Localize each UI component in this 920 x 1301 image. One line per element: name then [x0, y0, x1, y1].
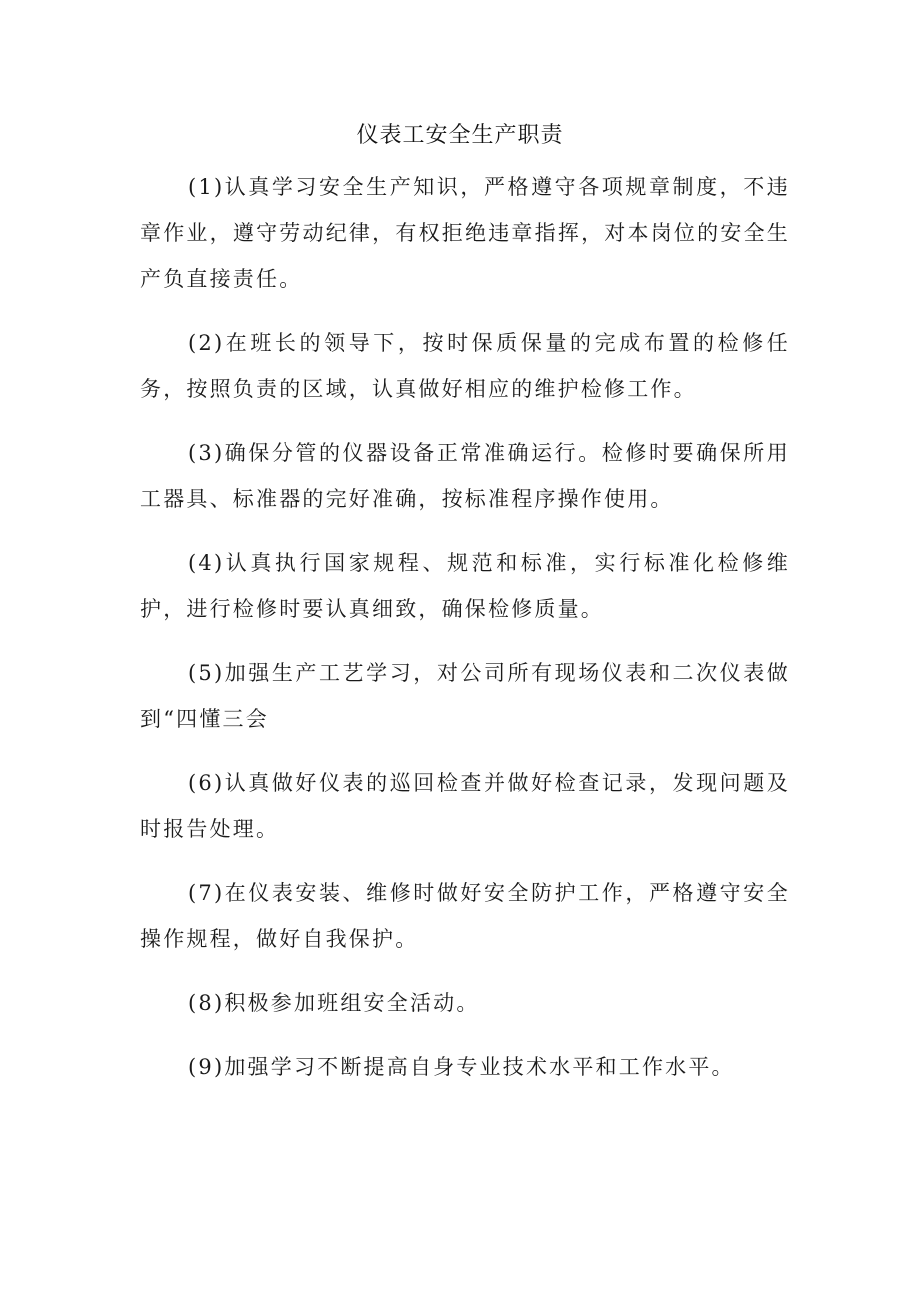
document-body [140, 164, 790, 1108]
paragraph-2: (2)在班长的领导下，按时保质保量的完成布置的检修任务，按照负责的区域，认真做好相应的维护检修工作。 [140, 331, 790, 401]
document-title: 仪表工安全生产职责 [356, 123, 564, 148]
paragraph-7: (7)在仪表安装、维修时做好安全防护工作，严格遵守安全操作规程，做好自我保护。 [140, 881, 790, 951]
paragraph-8: (8)积极参加班组安全活动。 [188, 991, 480, 1015]
paragraph-9: (9)加强学习不断提高自身专业技术水平和工作水平。 [188, 1055, 735, 1079]
paragraph-6: (6)认真做好仪表的巡回检查并做好检查记录，发现问题及时报告处理。 [140, 771, 790, 841]
paragraph-4: (4)认真执行国家规程、规范和标准，实行标准化检修维护，进行检修时要认真细致，确保检修质量。 [140, 551, 790, 621]
paragraph-3: (3)确保分管的仪器设备正常准确运行。检修时要确保所用工器具、标准器的完好准确，按标准程序操作使用。 [140, 441, 790, 511]
paragraph-5: (5)加强生产工艺学习，对公司所有现场仪表和二次仪表做到“四懂三会 [140, 661, 790, 731]
paragraph-1: (1)认真学习安全生产知识，严格遵守各项规章制度，不违章作业，遵守劳动纪律，有权拒绝违章指挥，对本岗位的安全生产负直接责任。 [140, 175, 790, 291]
